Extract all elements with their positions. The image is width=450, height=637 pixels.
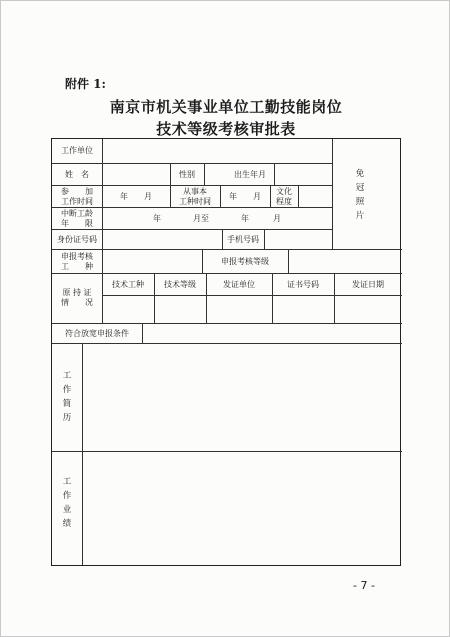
grid-line (102, 295, 402, 296)
grid-line (52, 229, 332, 230)
name-label: 姓 名 (65, 170, 89, 179)
grid-line (52, 273, 402, 274)
form-title-line2: 技术等级考核审批表 (156, 120, 296, 138)
gender-label: 性别 (179, 170, 195, 179)
trade-start-value: 年 月 (229, 192, 261, 201)
col-level-header: 技术等级 (164, 280, 196, 289)
grid-line (52, 249, 402, 250)
col-issue-date-header: 发证日期 (352, 280, 384, 289)
grid-line (52, 163, 332, 164)
birth-date-label: 出生年月 (234, 170, 266, 179)
mobile-label: 手机号码 (227, 235, 259, 244)
work-start-value: 年 月 (120, 192, 152, 201)
form-title-line1: 南京市机关事业单位工勤技能岗位 (109, 98, 343, 116)
achievements-label: 工作业绩 (62, 477, 72, 529)
trade-start-label: 从事本 (183, 187, 207, 196)
grid-line (298, 185, 299, 207)
relaxed-conditions-label: 符合放宽申报条件 (65, 329, 129, 338)
approval-form-table (51, 138, 401, 566)
grid-line (82, 343, 83, 565)
page-number: - 7 - (353, 579, 375, 592)
col-cert-no-header: 证书号码 (287, 280, 319, 289)
col-issuer-header: 发证单位 (223, 280, 255, 289)
orig-cert-label-2: 情 况 (61, 298, 93, 307)
grid-line (52, 343, 402, 344)
photo-label: 免冠照片 (355, 169, 365, 221)
education-label: 文化 (276, 187, 292, 196)
grid-line (274, 163, 275, 185)
education-label-2: 程度 (276, 197, 292, 206)
grid-line (102, 139, 103, 323)
resume-label: 工作简历 (62, 371, 72, 423)
break-period-value: 年 月至 年 月 (153, 214, 281, 223)
trade-start-label-2: 工种时间 (179, 197, 211, 206)
col-trade-header: 技术工种 (112, 280, 144, 289)
grid-line (204, 163, 205, 185)
orig-cert-label: 原 持 证 (62, 288, 92, 297)
grid-line (52, 323, 402, 324)
grid-line (264, 229, 265, 249)
apply-trade-label-2: 工 种 (61, 262, 93, 271)
id-number-label: 身份证号码 (57, 235, 97, 244)
break-years-label-2: 年 限 (61, 219, 93, 228)
work-start-label: 参 加 (61, 187, 93, 196)
grid-line (52, 451, 402, 452)
apply-level-label: 申报考核等级 (221, 257, 269, 266)
grid-line (288, 249, 289, 273)
apply-trade-label: 申报考核 (61, 252, 93, 261)
work-unit-label: 工作单位 (61, 146, 93, 155)
grid-line (332, 139, 333, 249)
work-start-label-2: 工作时间 (61, 197, 93, 206)
grid-line (142, 323, 143, 343)
attachment-label: 附件 1: (65, 77, 106, 91)
break-years-label: 中断工龄 (61, 209, 93, 218)
